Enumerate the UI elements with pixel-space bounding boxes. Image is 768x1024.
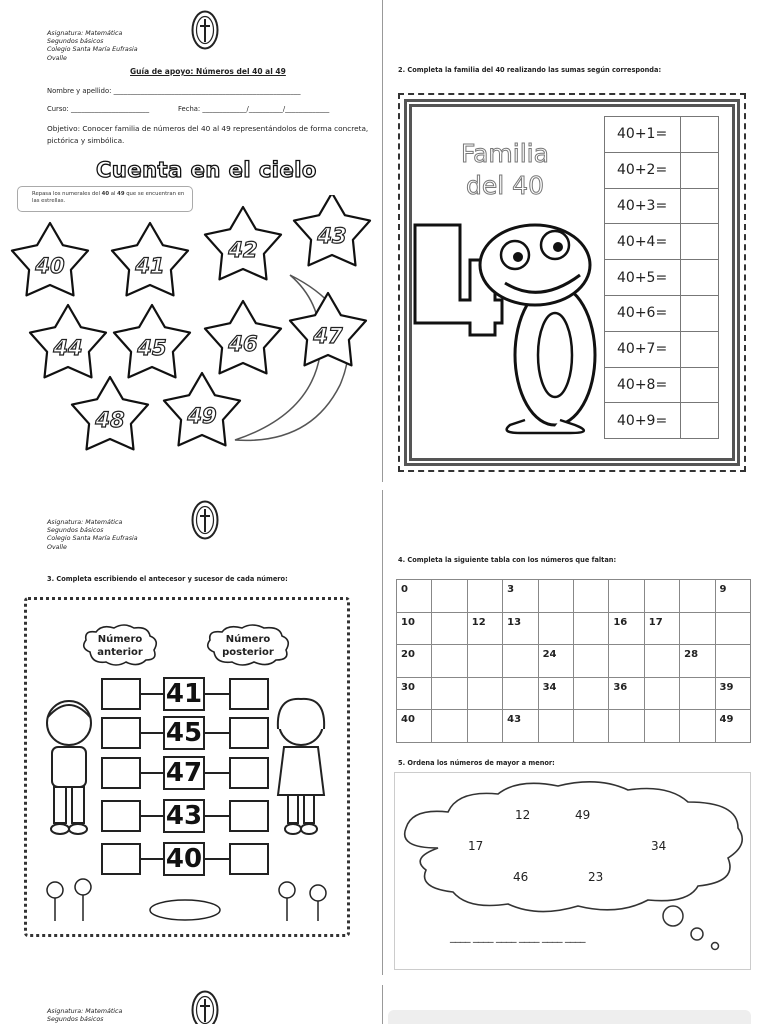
center-number: 47 [163, 756, 205, 790]
posterior-answer-box[interactable] [229, 843, 269, 875]
empty-number-cell[interactable] [715, 645, 750, 678]
girl-icon [270, 695, 332, 840]
empty-number-cell[interactable] [715, 612, 750, 645]
empty-number-cell[interactable] [573, 645, 608, 678]
empty-number-cell[interactable] [680, 710, 715, 743]
empty-number-cell[interactable] [432, 580, 467, 613]
connector-line [141, 693, 163, 695]
sum-expression: 40+5= [605, 260, 681, 296]
header-ciudad-2: Ovalle [47, 543, 67, 551]
sum-row [605, 367, 719, 403]
empty-number-cell[interactable] [609, 580, 644, 613]
number-cell: 24 [538, 645, 573, 678]
anterior-answer-box[interactable] [101, 843, 141, 875]
number-cell: 9 [715, 580, 750, 613]
sum-answer-cell[interactable] [681, 260, 719, 296]
anterior-line2: anterior [97, 647, 143, 658]
sum-row [605, 403, 719, 439]
header-asignatura: Asignatura: Matemática [47, 30, 123, 37]
empty-number-cell[interactable] [644, 710, 679, 743]
sum-row [605, 331, 719, 367]
empty-number-cell[interactable] [680, 612, 715, 645]
instruction-prefix: Repasa los numerales del [32, 191, 102, 197]
header-asignatura-2: Asignatura: Matemática [47, 519, 123, 526]
number-cell: 20 [397, 645, 432, 678]
header-nivel-3: Segundos básicos [47, 1016, 104, 1024]
empty-number-cell[interactable] [680, 677, 715, 710]
number-table [396, 579, 751, 743]
boy-icon [38, 695, 100, 840]
connector-line [141, 772, 163, 774]
center-number: 41 [163, 677, 205, 711]
cuenta-title: Cuenta en el cielo [96, 158, 317, 182]
sum-expression: 40+7= [605, 331, 681, 367]
header-colegio: Colegio Santa María Eufrasia [47, 46, 138, 54]
sum-row [605, 188, 719, 224]
number-row [397, 580, 751, 613]
empty-number-cell[interactable] [644, 580, 679, 613]
connector-line [141, 732, 163, 734]
anterior-label [80, 633, 160, 659]
star-number[interactable]: 41 [135, 254, 165, 278]
empty-number-cell[interactable] [644, 677, 679, 710]
sum-expression: 40+9= [605, 403, 681, 439]
sum-row [605, 224, 719, 260]
empty-number-cell[interactable] [432, 645, 467, 678]
familia-line2: del 40 [466, 171, 544, 200]
sum-answer-cell[interactable] [681, 367, 719, 403]
empty-number-cell[interactable] [573, 612, 608, 645]
fecha-field: Fecha: _____________/__________/_____________ [178, 105, 330, 113]
connector-line [205, 693, 229, 695]
school-logo-icon [191, 990, 219, 1024]
number-row [397, 612, 751, 645]
empty-number-cell[interactable] [432, 612, 467, 645]
familia-heading [440, 138, 570, 202]
page3-header [47, 1008, 122, 1024]
ex4-label: 4. Completa la siguiente tabla con los números que faltan: [398, 556, 617, 564]
sum-row [605, 117, 719, 153]
number-cell: 3 [503, 580, 538, 613]
connector-line [205, 772, 229, 774]
page1-header [47, 30, 138, 63]
number-row [397, 677, 751, 710]
center-number: 40 [163, 842, 205, 876]
star-number[interactable]: 46 [228, 332, 258, 356]
sum-row [605, 295, 719, 331]
header-nivel-2: Segundos básicos [47, 527, 104, 535]
instruction-b: 49 [117, 191, 125, 197]
empty-number-cell[interactable] [467, 677, 502, 710]
number-cell: 43 [503, 710, 538, 743]
star-number[interactable]: 45 [137, 336, 167, 360]
anterior-line1: Número [97, 634, 143, 645]
posterior-answer-box[interactable] [229, 757, 269, 789]
answer-lines[interactable]: ____ ____ ____ ____ ____ ____ [450, 930, 585, 943]
header-asignatura-3: Asignatura: Matemática [47, 1008, 123, 1015]
anterior-answer-box[interactable] [101, 800, 141, 832]
number-cell: 13 [503, 612, 538, 645]
posterior-answer-box[interactable] [229, 678, 269, 710]
sum-answer-cell[interactable] [681, 295, 719, 331]
forty-character-icon [410, 205, 600, 440]
star-number[interactable]: 44 [53, 336, 83, 360]
anterior-answer-box[interactable] [101, 717, 141, 749]
stars-illustration [0, 195, 380, 475]
cloud-number: 49 [575, 808, 591, 822]
number-row [397, 645, 751, 678]
empty-number-cell[interactable] [432, 710, 467, 743]
number-cell: 16 [609, 612, 644, 645]
nombre-field: Nombre y apellido: _______________________________________________________ [47, 87, 301, 95]
sum-answer-cell[interactable] [681, 403, 719, 439]
instruction-a: 40 [101, 191, 110, 197]
connector-line [205, 815, 229, 817]
empty-number-cell[interactable] [538, 580, 573, 613]
objetivo-text: Objetivo: Conocer familia de números del 40 al 49 representándolos de forma concreta, pictórica y simbólica. [47, 124, 369, 145]
sum-expression: 40+6= [605, 295, 681, 331]
page3-right-panel [388, 1010, 751, 1024]
number-cell: 36 [609, 677, 644, 710]
star-number[interactable]: 47 [313, 324, 343, 348]
connector-line [205, 732, 229, 734]
sum-answer-cell[interactable] [681, 224, 719, 260]
number-cell: 39 [715, 677, 750, 710]
sum-expression: 40+1= [605, 117, 681, 153]
familia-sums-table [604, 116, 719, 439]
flowers-icon [35, 875, 340, 925]
sum-row [605, 260, 719, 296]
sum-expression: 40+2= [605, 152, 681, 188]
cloud-number: 17 [468, 839, 484, 853]
sum-row [605, 152, 719, 188]
empty-number-cell[interactable] [503, 645, 538, 678]
empty-number-cell[interactable] [467, 645, 502, 678]
posterior-label [206, 633, 290, 659]
star-number[interactable]: 43 [317, 224, 347, 248]
empty-number-cell[interactable] [573, 677, 608, 710]
instruction-mid: al [109, 191, 118, 197]
number-cell: 0 [397, 580, 432, 613]
empty-number-cell[interactable] [573, 710, 608, 743]
anterior-answer-box[interactable] [101, 678, 141, 710]
connector-line [141, 815, 163, 817]
posterior-answer-box[interactable] [229, 800, 269, 832]
sum-expression: 40+4= [605, 224, 681, 260]
ex2-label: 2. Completa la familia del 40 realizando las sumas según corresponda: [398, 66, 662, 74]
number-cell: 17 [644, 612, 679, 645]
empty-number-cell[interactable] [680, 580, 715, 613]
empty-number-cell[interactable] [644, 645, 679, 678]
header-nivel: Segundos básicos [47, 38, 104, 46]
curso-field: Curso: _______________________ [47, 105, 150, 113]
column-divider-3 [382, 985, 383, 1024]
number-cell: 49 [715, 710, 750, 743]
empty-number-cell[interactable] [432, 677, 467, 710]
connector-line [205, 858, 229, 860]
header-ciudad: Ovalle [47, 54, 67, 62]
ex3-label: 3. Completa escribiendo el antecesor y sucesor de cada número: [47, 575, 288, 583]
number-cell: 10 [397, 612, 432, 645]
cloud-number: 23 [588, 870, 604, 884]
column-divider-2 [382, 490, 383, 975]
ex5-label: 5. Ordena los números de mayor a menor: [398, 759, 555, 767]
posterior-answer-box[interactable] [229, 717, 269, 749]
guide-title: Guía de apoyo: Números del 40 al 49 [130, 67, 286, 76]
empty-number-cell[interactable] [538, 612, 573, 645]
star-number[interactable]: 49 [187, 404, 217, 428]
number-cell: 30 [397, 677, 432, 710]
empty-number-cell[interactable] [503, 677, 538, 710]
connector-line [141, 858, 163, 860]
star-number[interactable]: 48 [95, 408, 125, 432]
header-colegio-2: Colegio Santa María Eufrasia [47, 535, 138, 543]
school-logo-icon [191, 10, 219, 50]
anterior-answer-box[interactable] [101, 757, 141, 789]
cloud-number: 34 [651, 839, 667, 853]
sum-answer-cell[interactable] [681, 152, 719, 188]
center-number: 43 [163, 799, 205, 833]
number-cell: 40 [397, 710, 432, 743]
sum-answer-cell[interactable] [681, 331, 719, 367]
cloud-number: 46 [513, 870, 529, 884]
empty-number-cell[interactable] [467, 710, 502, 743]
posterior-line2: posterior [222, 647, 274, 658]
empty-number-cell[interactable] [538, 710, 573, 743]
star-number[interactable]: 40 [35, 254, 65, 278]
cloud-number: 12 [515, 808, 531, 822]
sum-answer-cell[interactable] [681, 188, 719, 224]
sum-expression: 40+8= [605, 367, 681, 403]
instruction-suffix: que se encuentran en las estrellas. [32, 191, 185, 204]
column-divider-1 [382, 0, 383, 482]
number-cell: 34 [538, 677, 573, 710]
familia-line1: Familia [461, 139, 549, 168]
sum-expression: 40+3= [605, 188, 681, 224]
posterior-line1: Número [225, 634, 271, 645]
center-number: 45 [163, 716, 205, 750]
sum-answer-cell[interactable] [681, 117, 719, 153]
page2-header [47, 519, 138, 552]
number-row [397, 710, 751, 743]
star-number[interactable]: 42 [228, 238, 258, 262]
number-cell: 28 [680, 645, 715, 678]
school-logo-icon [191, 500, 219, 540]
number-cell: 12 [467, 612, 502, 645]
empty-number-cell[interactable] [573, 580, 608, 613]
empty-number-cell[interactable] [467, 580, 502, 613]
empty-number-cell[interactable] [609, 710, 644, 743]
empty-number-cell[interactable] [609, 645, 644, 678]
